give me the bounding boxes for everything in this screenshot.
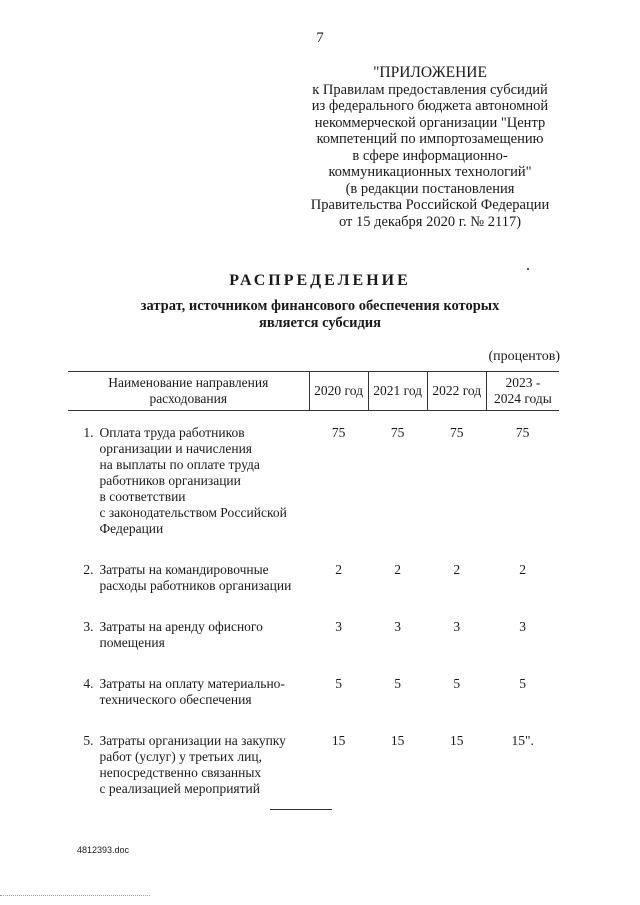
value-2021: 5 — [394, 676, 402, 691]
appendix-line: из федерального бюджета автономной — [311, 98, 549, 114]
row-name-line: работников организации — [99, 473, 241, 488]
row-name-line: Федерации — [99, 521, 164, 536]
document-subtitle — [0, 298, 640, 332]
value-2021: 75 — [390, 425, 405, 440]
table-row — [68, 619, 559, 676]
document-code: 4812393.doc — [77, 845, 130, 855]
value-2022: 15 — [450, 733, 464, 748]
header-2020: 2020 год — [309, 372, 368, 411]
value-2023-2024: 5 — [519, 676, 527, 691]
value-2022: 75 — [450, 425, 464, 440]
row-name — [99, 562, 309, 619]
appendix-line: (в редакции постановления — [345, 180, 515, 197]
row-name-line: с законодательством Российской — [99, 505, 287, 520]
value-2022: 2 — [453, 562, 461, 577]
value-2022: 5 — [453, 676, 461, 691]
value-2021: 15 — [390, 733, 405, 748]
appendix-line: Правительства Российской Федерации — [310, 197, 550, 213]
row-name-line: Затраты организации на закупку — [99, 733, 286, 748]
value-2020: 5 — [335, 676, 342, 691]
row-name-line: расходы работников организации — [99, 578, 292, 593]
row-number: 1. — [83, 425, 94, 440]
header-name-line: Наименование направления — [108, 375, 269, 390]
document-title: РАСПРЕДЕЛЕНИЕ — [229, 272, 411, 289]
closing-rule — [270, 809, 332, 810]
row-name-line: технического обеспечения — [99, 692, 252, 707]
row-name-line: в соответствии — [99, 489, 186, 504]
row-name — [99, 676, 309, 733]
row-name-line: Затраты на оплату материально- — [99, 676, 285, 691]
row-name-line: помещения — [99, 635, 165, 650]
header-year-line: 2024 годы — [493, 391, 552, 406]
appendix-line: в сфере информационно- — [352, 147, 508, 164]
value-2020: 75 — [331, 425, 346, 440]
value-2023-2024: 3 — [519, 619, 527, 634]
header-name — [68, 372, 309, 411]
header-2023-2024 — [486, 372, 559, 411]
distribution-table — [68, 371, 559, 822]
scan-speck — [527, 268, 529, 270]
bottom-divider — [0, 895, 150, 896]
row-number: 4. — [83, 676, 94, 691]
value-2023-2024: 75 — [515, 425, 530, 440]
value-2022: 3 — [453, 619, 461, 634]
value-2023-2024: 2 — [519, 562, 527, 577]
value-2023-2024: 15". — [511, 733, 534, 748]
value-2021: 2 — [394, 562, 402, 577]
page-number: 7 — [316, 30, 324, 46]
appendix-line: к Правилам предоставления субсидий — [312, 81, 548, 98]
subtitle-line: затрат, источником финансового обеспечения которых — [140, 298, 500, 314]
row-number: 3. — [83, 619, 94, 634]
value-2020: 3 — [335, 619, 342, 634]
appendix-block — [300, 65, 560, 230]
row-name-line: Оплата труда работников — [99, 425, 245, 440]
value-2021: 3 — [394, 619, 402, 634]
table-row — [68, 425, 559, 562]
header-year-line: 2023 - — [505, 375, 541, 390]
row-name-line: с реализацией мероприятий — [99, 781, 260, 796]
units-label: (процентов) — [488, 349, 560, 364]
subtitle-line: является субсидия — [259, 315, 381, 331]
row-name — [99, 425, 309, 562]
row-name — [99, 619, 309, 676]
appendix-line: некоммерческой организации "Центр — [314, 114, 546, 131]
row-name-line: на выплаты по оплате труда — [99, 457, 260, 472]
appendix-line: от 15 декабря 2020 г. № 2117) — [338, 213, 522, 230]
table-row — [68, 562, 559, 619]
appendix-title: "ПРИЛОЖЕНИЕ — [373, 64, 487, 81]
header-2022: 2022 год — [427, 372, 486, 411]
row-name-line: работ (услуг) у третьих лиц, — [99, 749, 262, 764]
header-2021: 2021 год — [368, 372, 427, 411]
row-name-line: Затраты на аренду офисного — [99, 619, 263, 634]
appendix-line: коммуникационных технологий" — [328, 164, 532, 180]
appendix-line: компетенций по импортозамещению — [316, 131, 544, 147]
value-2020: 15 — [331, 733, 346, 748]
row-name-line: организации и начисления — [99, 441, 253, 456]
row-name-line: Затраты на командировочные — [99, 562, 269, 577]
table-header-row — [68, 372, 559, 411]
value-2020: 2 — [335, 562, 342, 577]
table-row — [68, 676, 559, 733]
header-name-line: расходования — [149, 391, 228, 406]
row-number: 5. — [83, 733, 94, 748]
row-number: 2. — [83, 562, 94, 577]
row-name-line: непосредственно связанных — [99, 765, 262, 780]
